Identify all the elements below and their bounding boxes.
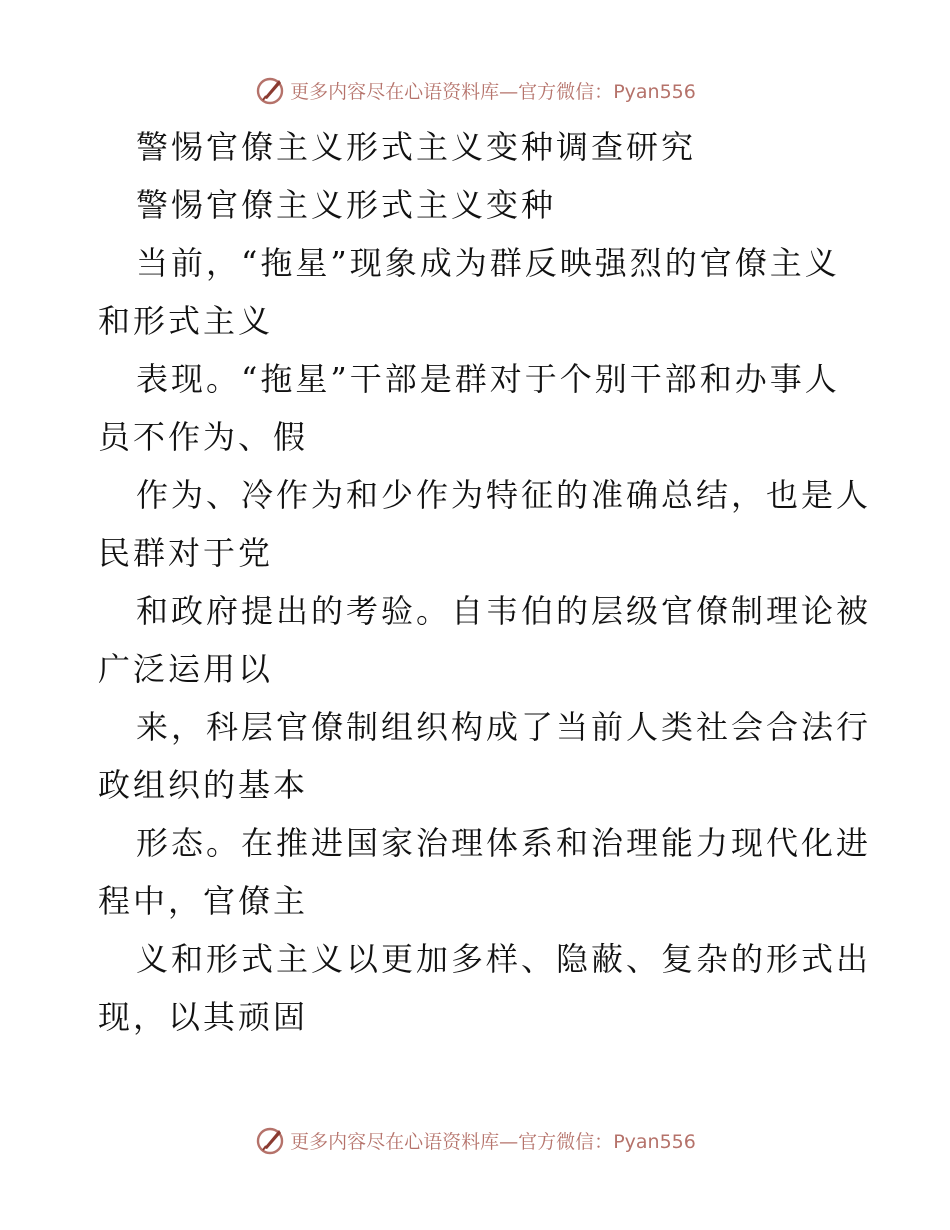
text-line: 警惕官僚主义形式主义变种调查研究 [136,128,697,166]
watermark-site: 更多内容尽在心语资料库 [290,1130,500,1153]
footer-watermark [0,1120,950,1160]
watermark-dash: — [499,80,519,103]
quill-pen-icon [254,74,286,106]
text-line: 和形式主义 [98,302,274,340]
header-watermark [0,70,950,110]
text-line: 员不作为、假 [98,418,309,456]
text-line: 来，科层官僚制组织构成了当前人类社会合法行 [136,708,872,746]
watermark-wechat-id: Pyan556 [613,1130,696,1153]
watermark-wechat-id: Pyan556 [613,80,696,103]
text-line: 政组织的基本 [98,766,309,804]
text-line: 和政府提出的考验。自韦伯的层级官僚制理论被 [136,592,872,630]
text-line: 义和形式主义以更加多样、隐蔽、复杂的形式出 [136,940,872,978]
quill-pen-icon [254,1124,286,1156]
watermark-text [290,77,696,104]
text-line: 警惕官僚主义形式主义变种 [136,186,557,224]
text-line: 表现。“拖星”干部是群对于个别干部和办事人 [136,360,840,398]
document-body [98,118,872,1046]
text-line: 形态。在推进国家治理体系和治理能力现代化进 [136,824,872,862]
text-line: 当前，“拖星”现象成为群反映强烈的官僚主义 [136,244,840,282]
watermark-site: 更多内容尽在心语资料库 [290,80,500,103]
text-line: 广泛运用以 [98,650,274,688]
text-line: 现，以其顽固 [98,998,309,1036]
watermark-wechat-label: 官方微信： [518,80,614,103]
text-line: 作为、冷作为和少作为特征的准确总结，也是人 [136,476,872,514]
text-line: 程中，官僚主 [98,882,309,920]
watermark-dash: — [499,1130,519,1153]
watermark-wechat-label: 官方微信： [518,1130,614,1153]
text-line: 民群对于党 [98,534,274,572]
watermark-text [290,1127,696,1154]
